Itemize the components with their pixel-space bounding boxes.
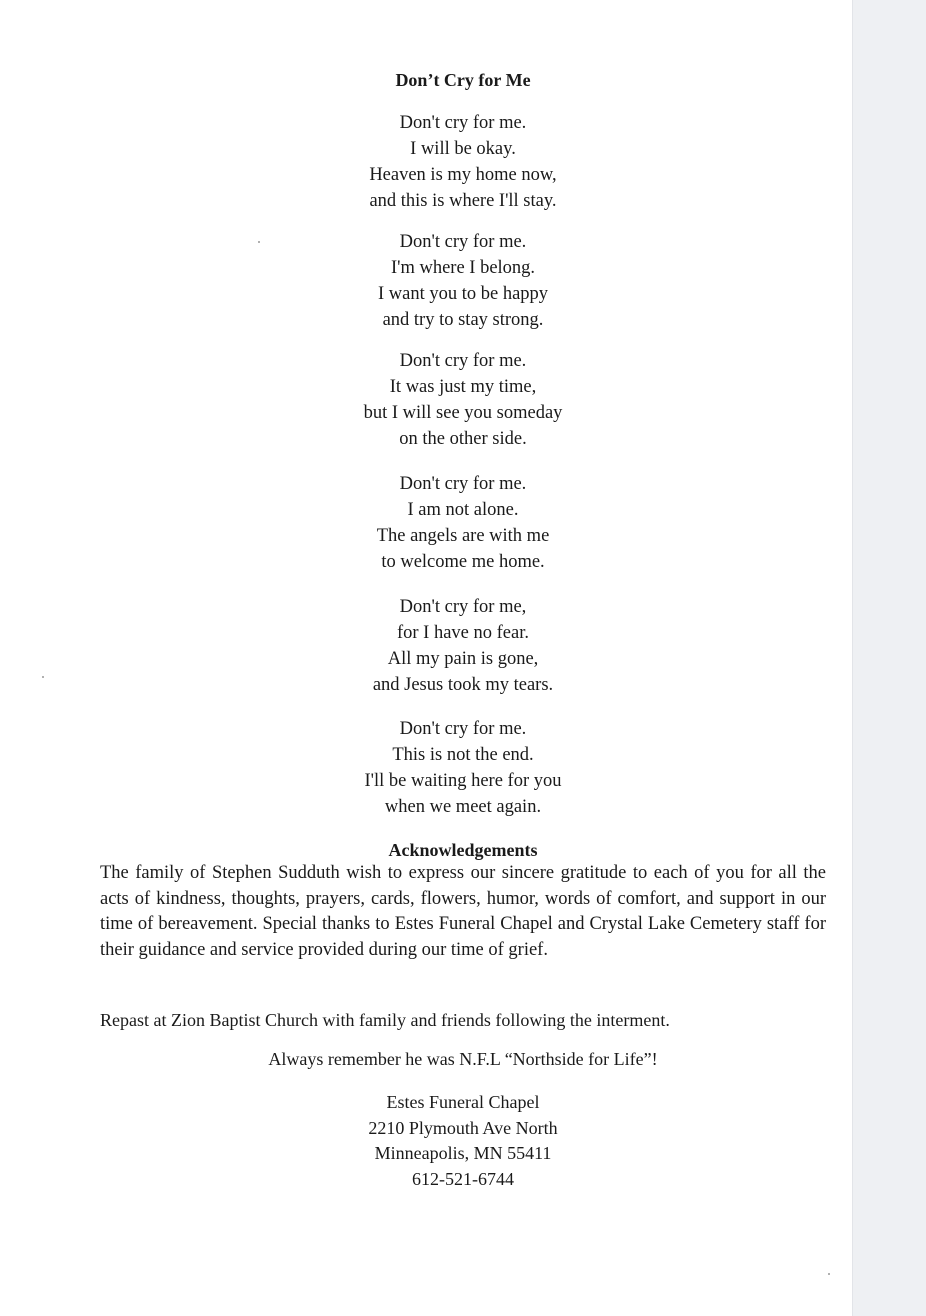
poem-line: on the other side. <box>399 429 527 449</box>
poem-line: and this is where I'll stay. <box>369 191 557 211</box>
poem-line: Don't cry for me. <box>399 474 527 494</box>
funeral-chapel-address <box>0 1090 926 1192</box>
poem-stanza <box>0 594 926 698</box>
scan-speck <box>258 241 260 243</box>
poem-line: I'll be waiting here for you <box>364 771 562 791</box>
chapel-name: Estes Funeral Chapel <box>386 1092 540 1112</box>
poem-stanza <box>0 110 926 214</box>
scan-speck <box>42 676 44 678</box>
chapel-street: 2210 Plymouth Ave North <box>368 1117 558 1138</box>
poem-line: Heaven is my home now, <box>369 165 557 185</box>
chapel-city: Minneapolis, MN 55411 <box>374 1143 552 1163</box>
poem-line: I want you to be happy <box>377 284 549 304</box>
poem-line: Don't cry for me. <box>399 113 527 133</box>
poem-title: Don’t Cry for Me <box>395 70 531 90</box>
poem-line: I will be okay. <box>410 139 516 159</box>
chapel-phone: 612-521-6744 <box>412 1168 514 1189</box>
poem-stanza <box>0 716 926 820</box>
scan-speck <box>828 1273 830 1275</box>
repast-note: Repast at Zion Baptist Church with family and friends following the interment. <box>100 1010 670 1030</box>
poem-line: It was just my time, <box>389 377 537 397</box>
poem-line: to welcome me home. <box>381 552 545 572</box>
poem-line: This is not the end. <box>392 745 534 765</box>
poem-line: The angels are with me <box>376 526 550 546</box>
poem-line: Don't cry for me, <box>399 597 527 617</box>
poem-line: Don't cry for me. <box>399 351 527 371</box>
poem-line: I'm where I belong. <box>390 258 536 278</box>
poem-stanza <box>0 229 926 333</box>
poem-stanza <box>0 471 926 575</box>
poem-line: All my pain is gone, <box>387 649 539 669</box>
acknowledgements-body: The family of Stephen Sudduth wish to express our sincere gratitude to each of you for all the acts of kindness, thoughts, prayers, cards, flowers, humor, words of comfort, and support in our time of bereavement. Special thanks to Estes Funeral Chapel and Crystal Lake Cemetery staff for their guidance and service provided during our time of grief. <box>100 863 826 960</box>
poem-line: Don't cry for me. <box>399 232 527 252</box>
remember-note: Always remember he was N.F.L “Northside for Life”! <box>268 1049 658 1069</box>
poem-line: and Jesus took my tears. <box>372 675 554 695</box>
poem-line: and try to stay strong. <box>382 310 544 330</box>
poem-line: but I will see you someday <box>363 403 563 423</box>
poem-line: Don't cry for me. <box>399 719 527 739</box>
poem-stanza <box>0 348 926 452</box>
poem-body <box>0 110 926 835</box>
poem-line: I am not alone. <box>407 500 519 520</box>
poem-line: for I have no fear. <box>396 623 529 643</box>
acknowledgements-title: Acknowledgements <box>388 840 538 860</box>
poem-line: when we meet again. <box>384 797 542 817</box>
